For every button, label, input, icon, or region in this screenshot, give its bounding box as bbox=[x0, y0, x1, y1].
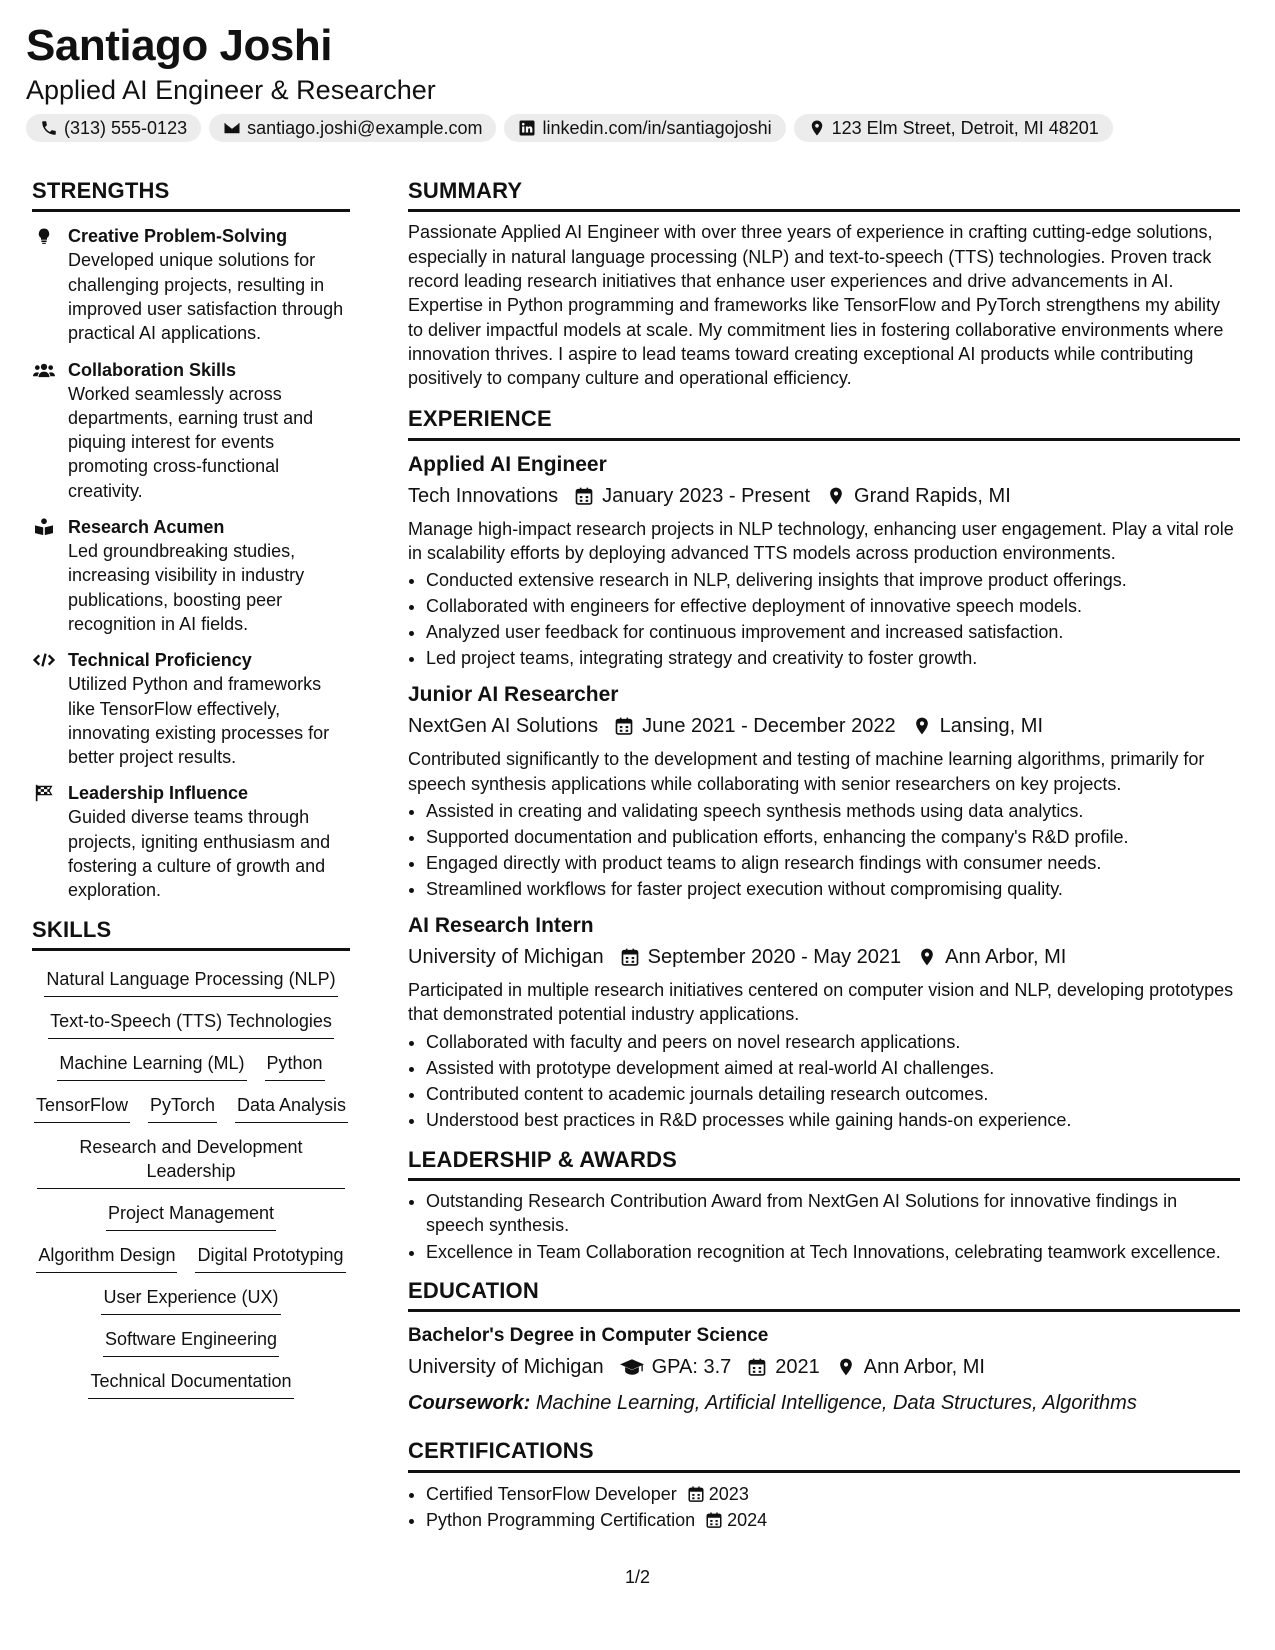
phone-icon bbox=[40, 119, 58, 137]
job-bullet: • Streamlined workflows for faster project execution without compromising quality. bbox=[426, 876, 1240, 902]
contact-phone-text: (313) 555-0123 bbox=[64, 117, 188, 138]
skill-tag: Machine Learning (ML) bbox=[57, 1045, 246, 1081]
job-bullets bbox=[408, 567, 1240, 671]
education-location: Ann Arbor, MI bbox=[863, 1356, 985, 1379]
job-location: Grand Rapids, MI bbox=[854, 484, 1011, 507]
job-bullets bbox=[408, 798, 1240, 902]
job-meta bbox=[408, 942, 1240, 972]
job-bullet: • Assisted with prototype development aimed at real-world AI challenges. bbox=[426, 1055, 1240, 1081]
calendar-icon bbox=[747, 1357, 767, 1377]
education-meta bbox=[408, 1352, 1240, 1382]
skill-tag: Technical Documentation bbox=[88, 1363, 293, 1399]
contact-linkedin-text: linkedin.com/in/santiagojoshi bbox=[542, 117, 772, 138]
flag-checkered-icon bbox=[33, 784, 55, 802]
skill-tag: Digital Prototyping bbox=[195, 1237, 345, 1273]
job-bullet: • Led project teams, integrating strategy and creativity to foster growth. bbox=[426, 645, 1240, 671]
contact-bar bbox=[26, 114, 1113, 142]
job-location: Ann Arbor, MI bbox=[945, 946, 1067, 969]
strengths-heading: STRENGTHS bbox=[32, 178, 350, 212]
left-column bbox=[32, 178, 350, 1405]
strength-item bbox=[32, 648, 350, 769]
strength-item bbox=[32, 224, 350, 345]
location-pin-icon bbox=[836, 1357, 856, 1377]
job-bullet: • Supported documentation and publication efforts, enhancing the company's R&D profile. bbox=[426, 824, 1240, 850]
contact-address-text: 123 Elm Street, Detroit, MI 48201 bbox=[831, 117, 1099, 138]
contact-linkedin[interactable] bbox=[504, 114, 785, 142]
skill-tag: Algorithm Design bbox=[36, 1237, 177, 1273]
job-meta bbox=[408, 711, 1240, 741]
experience-heading: EXPERIENCE bbox=[408, 406, 1240, 440]
certification-year: 2024 bbox=[727, 1509, 768, 1530]
job-bullet: • Engaged directly with product teams to align research findings with consumer needs. bbox=[426, 850, 1240, 876]
strength-item bbox=[32, 358, 350, 503]
job-bullet: • Collaborated with engineers for effective deployment of innovative speech models. bbox=[426, 593, 1240, 619]
skills-section bbox=[32, 917, 350, 1405]
job-description: Manage high-impact research projects in NLP technology, enhancing user engagement. Play a vital role in scalability efforts by deploying advanced TTS models across production environments. bbox=[408, 518, 1234, 564]
lightbulb-icon bbox=[33, 227, 55, 245]
location-pin-icon bbox=[826, 486, 846, 506]
job-bullet: • Collaborated with faculty and peers on novel research applications. bbox=[426, 1029, 1240, 1055]
job-entry bbox=[408, 681, 1240, 902]
skill-tag: Natural Language Processing (NLP) bbox=[44, 961, 337, 997]
job-company: University of Michigan bbox=[408, 946, 604, 969]
candidate-name: Santiago Joshi bbox=[26, 21, 332, 70]
job-title: AI Research Intern bbox=[408, 914, 594, 938]
skill-tag: User Experience (UX) bbox=[101, 1279, 280, 1315]
strength-desc: Developed unique solutions for challenging projects, resulting in improved user satisfaction through practical AI applications. bbox=[68, 250, 344, 344]
coursework bbox=[408, 1388, 1240, 1418]
job-entry bbox=[408, 912, 1240, 1133]
contact-email[interactable] bbox=[209, 114, 496, 142]
certification-name: • Python Programming Certification bbox=[426, 1509, 696, 1530]
strengths-list bbox=[32, 224, 350, 902]
skill-tag: Research and Development Leadership bbox=[37, 1129, 345, 1189]
coursework-list: Machine Learning, Artificial Intelligence, Data Structures, Algorithms bbox=[535, 1392, 1137, 1415]
job-bullet: • Analyzed user feedback for continuous improvement and increased satisfaction. bbox=[426, 619, 1240, 645]
certification-item bbox=[426, 1507, 1240, 1533]
strength-item bbox=[32, 781, 350, 902]
strength-title: Collaboration Skills bbox=[68, 359, 237, 380]
strength-desc: Worked seamlessly across departments, earning trust and piquing interest for events promoting cross-functional creativity. bbox=[68, 383, 314, 501]
degree-title: Bachelor's Degree in Computer Science bbox=[408, 1325, 769, 1347]
certification-item bbox=[426, 1481, 1240, 1507]
page-number: 1/2 bbox=[624, 1567, 651, 1587]
certification-name: • Certified TensorFlow Developer bbox=[426, 1483, 677, 1504]
skill-tag: PyTorch bbox=[148, 1087, 217, 1123]
location-pin-icon bbox=[912, 716, 932, 736]
job-location: Lansing, MI bbox=[939, 715, 1043, 738]
strength-title: Technical Proficiency bbox=[68, 650, 252, 671]
job-company: NextGen AI Solutions bbox=[408, 715, 599, 738]
strength-item bbox=[32, 515, 350, 636]
education-section bbox=[408, 1278, 1240, 1418]
job-company: Tech Innovations bbox=[408, 484, 559, 507]
candidate-role: Applied AI Engineer & Researcher bbox=[26, 75, 436, 105]
coursework-label: Coursework: bbox=[408, 1392, 531, 1415]
job-dates: September 2020 - May 2021 bbox=[647, 946, 902, 969]
code-icon bbox=[33, 651, 55, 669]
skill-tag: Text-to-Speech (TTS) Technologies bbox=[48, 1003, 334, 1039]
job-dates: June 2021 - December 2022 bbox=[642, 715, 896, 738]
skill-tag: Project Management bbox=[106, 1195, 276, 1231]
right-column bbox=[408, 178, 1240, 1533]
job-bullet: • Assisted in creating and validating speech synthesis methods using data analytics. bbox=[426, 798, 1240, 824]
education-year: 2021 bbox=[775, 1356, 820, 1379]
users-icon bbox=[33, 361, 55, 379]
job-bullet: • Understood best practices in R&D processes while gaining hands-on experience. bbox=[426, 1107, 1240, 1133]
certifications-list bbox=[408, 1481, 1240, 1533]
awards-list bbox=[408, 1189, 1240, 1264]
contact-address bbox=[794, 114, 1113, 142]
calendar-icon bbox=[614, 716, 634, 736]
job-bullet: • Conducted extensive research in NLP, delivering insights that improve product offerings. bbox=[426, 567, 1240, 593]
strength-desc: Utilized Python and frameworks like TensorFlow effectively, innovating existing processes for better project results. bbox=[68, 674, 330, 768]
job-bullet: • Contributed content to academic journals detailing research outcomes. bbox=[426, 1081, 1240, 1107]
calendar-icon bbox=[574, 486, 594, 506]
certification-year: 2023 bbox=[708, 1483, 749, 1504]
job-meta bbox=[408, 481, 1240, 511]
job-bullets bbox=[408, 1029, 1240, 1133]
contact-email-text: santiago.joshi@example.com bbox=[247, 117, 483, 138]
skills-list bbox=[32, 961, 350, 1405]
strength-title: Leadership Influence bbox=[68, 783, 249, 804]
strength-title: Creative Problem-Solving bbox=[68, 226, 288, 247]
skill-tag: Data Analysis bbox=[235, 1087, 348, 1123]
calendar-icon bbox=[687, 1485, 705, 1503]
linkedin-icon bbox=[518, 119, 536, 137]
summary-heading: SUMMARY bbox=[408, 178, 1240, 212]
envelope-icon bbox=[223, 119, 241, 137]
education-school: University of Michigan bbox=[408, 1356, 604, 1379]
education-gpa: GPA: 3.7 bbox=[651, 1356, 732, 1379]
job-description: Participated in multiple research initiatives centered on computer vision and NLP, developing prototypes that demonstrated potential industry applications. bbox=[408, 980, 1234, 1025]
education-heading: EDUCATION bbox=[408, 1278, 1240, 1312]
awards-section bbox=[408, 1147, 1240, 1264]
calendar-icon bbox=[620, 947, 640, 967]
job-description: Contributed significantly to the development and testing of machine learning algorithms, primarily for speech synthesis applications while collaborating with senior researchers on key projects. bbox=[408, 749, 1205, 794]
strength-desc: Led groundbreaking studies, increasing visibility in industry publications, boosting peer recognition in AI fields. bbox=[68, 541, 305, 634]
strength-desc: Guided diverse teams through projects, igniting enthusiasm and fostering a culture of growth and exploration. bbox=[68, 807, 331, 901]
book-reader-icon bbox=[33, 518, 55, 536]
job-entry bbox=[408, 451, 1240, 672]
strength-title: Research Acumen bbox=[68, 517, 225, 538]
skill-tag: Software Engineering bbox=[103, 1321, 279, 1357]
location-pin-icon bbox=[917, 947, 937, 967]
award-item: • Excellence in Team Collaboration recognition at Tech Innovations, celebrating teamwork excellence. bbox=[426, 1240, 1240, 1264]
certifications-section bbox=[408, 1438, 1240, 1532]
skill-tag: TensorFlow bbox=[34, 1087, 130, 1123]
calendar-icon bbox=[705, 1511, 723, 1529]
job-title: Applied AI Engineer bbox=[408, 452, 607, 476]
skill-tag: Python bbox=[265, 1045, 325, 1081]
skills-heading: SKILLS bbox=[32, 917, 350, 951]
contact-phone[interactable] bbox=[26, 114, 201, 142]
summary-text: Passionate Applied AI Engineer with over three years of experience in crafting cutting-edge solutions, especially in natural language processing (NLP) and text-to-speech (TTS) technologies. Proven track record leading research initiatives that enhance user experiences and drive advancements in AI. Expertise in Python programming and frameworks like TensorFlow and PyTorch strengthens my ability to deliver impactful models at scale. My commitment lies in fostering collaborative environments where innovation thrives. I aspire to lead teams toward creating exceptional AI products while contributing positively to company culture and operational efficiency. bbox=[408, 222, 1224, 389]
certifications-heading: CERTIFICATIONS bbox=[408, 1438, 1240, 1472]
awards-heading: LEADERSHIP & AWARDS bbox=[408, 1147, 1240, 1181]
job-dates: January 2023 - Present bbox=[602, 484, 811, 507]
graduation-cap-icon bbox=[620, 1357, 644, 1377]
award-item: • Outstanding Research Contribution Award from NextGen AI Solutions for innovative findings in speech synthesis. bbox=[426, 1189, 1240, 1238]
location-pin-icon bbox=[808, 119, 826, 137]
job-title: Junior AI Researcher bbox=[408, 683, 619, 707]
